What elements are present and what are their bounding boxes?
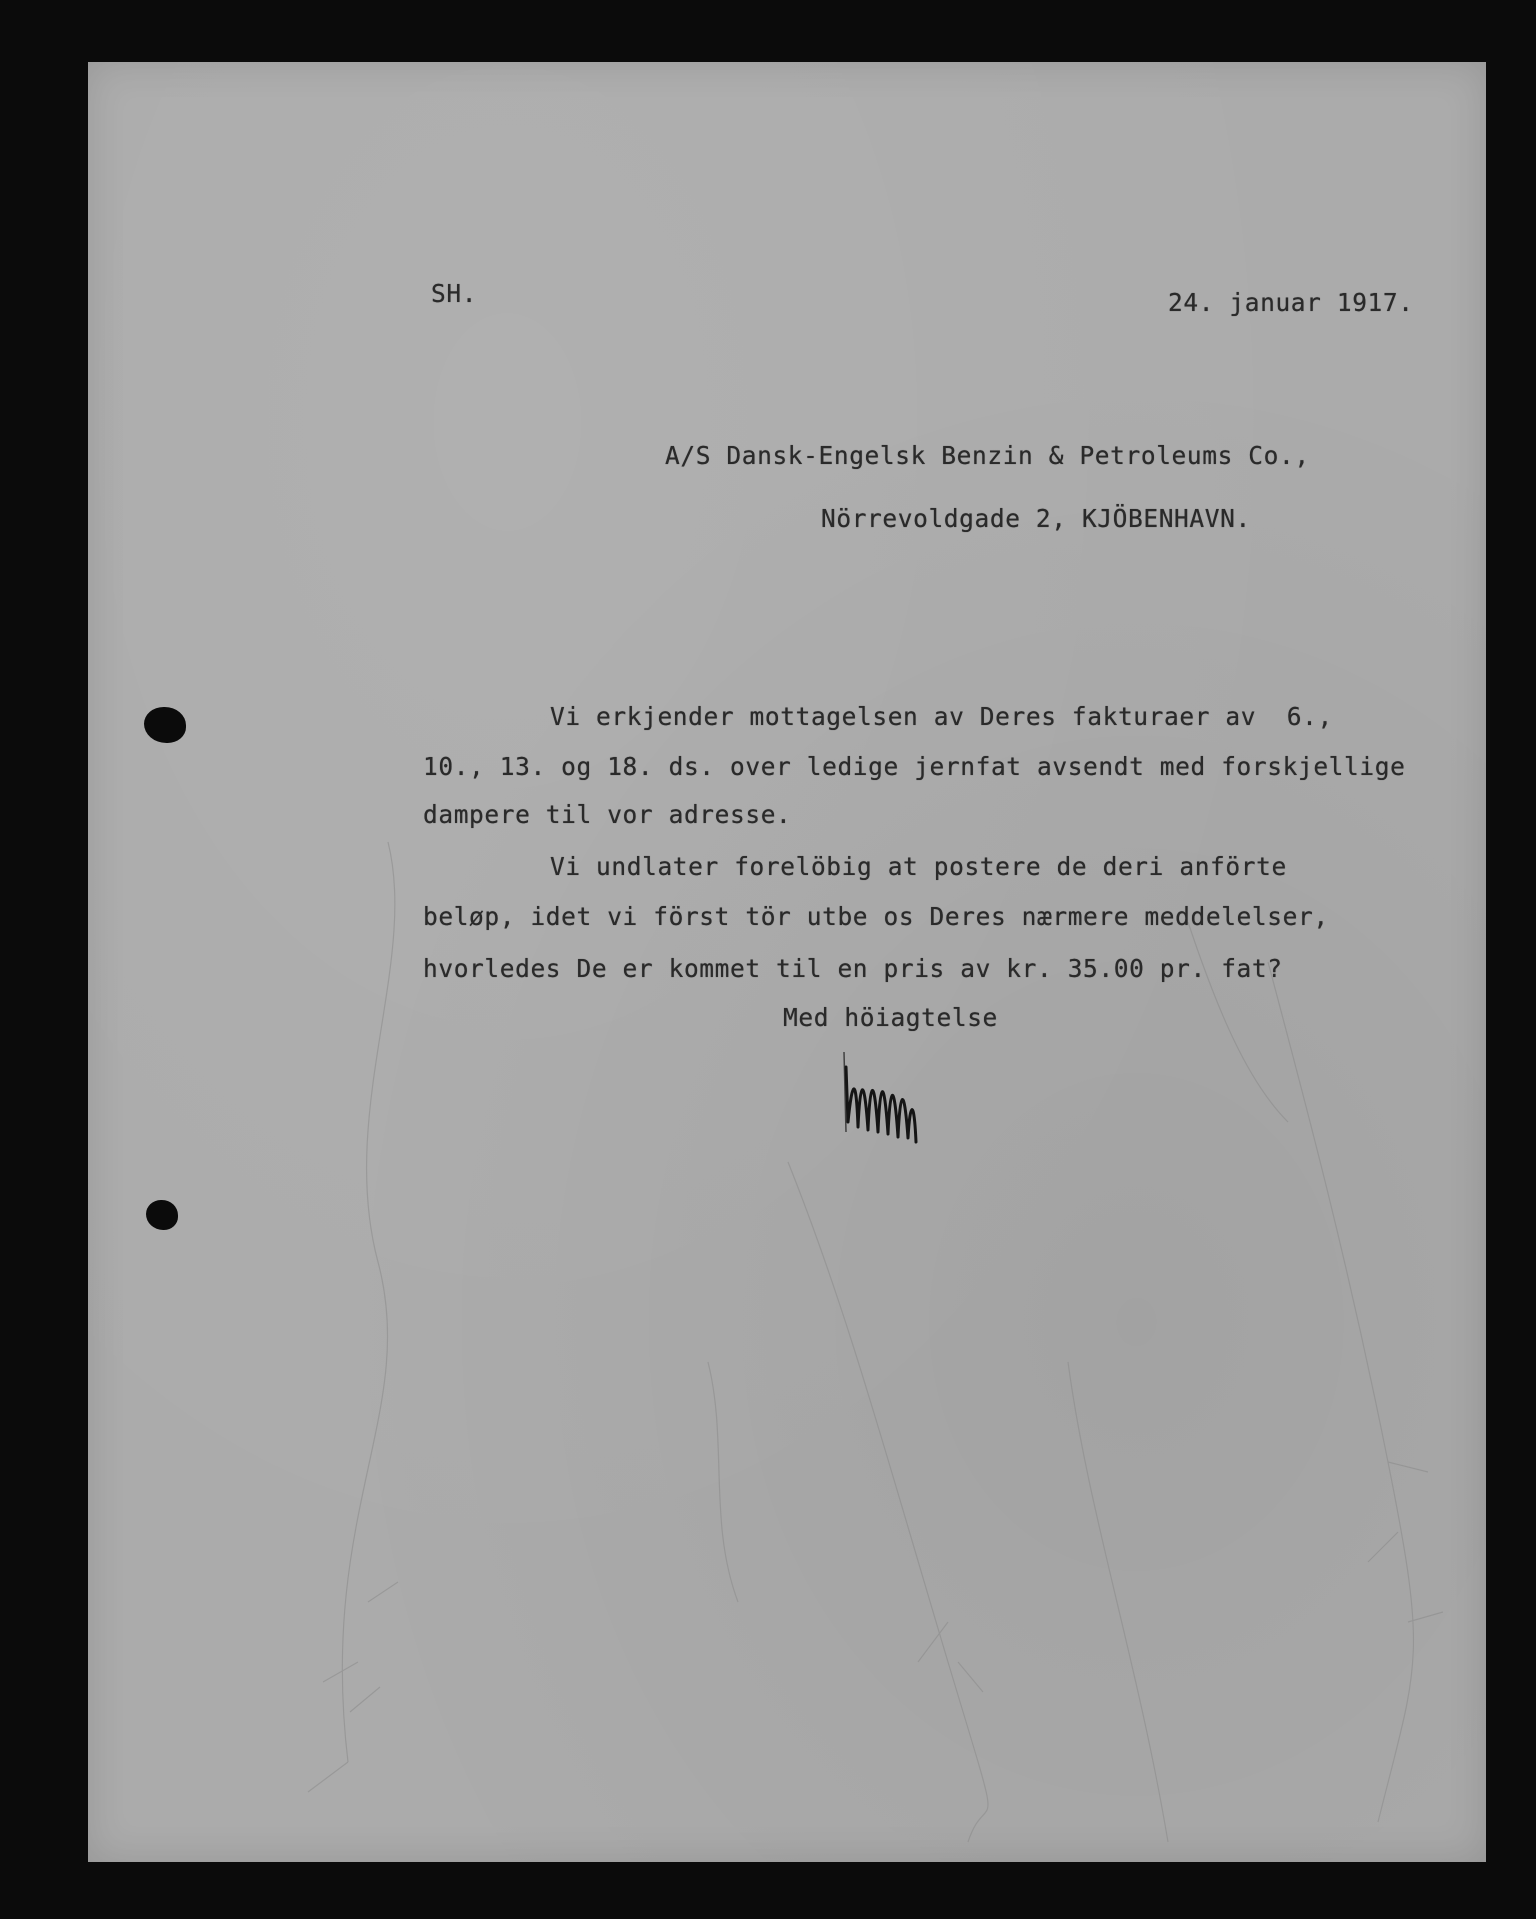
- recipient-address: Nörrevoldgade 2, KJÖBENHAVN.: [821, 504, 1251, 533]
- closing-salutation: Med höiagtelse: [783, 1003, 998, 1032]
- body-paragraph-1-line-1: Vi erkjender mottagelsen av Deres fakturaer av 6.,: [550, 702, 1333, 731]
- recipient-name: A/S Dansk-Engelsk Benzin & Petroleums Co.,: [665, 441, 1310, 470]
- letter-sheet: [88, 62, 1486, 1862]
- letter-date: 24. januar 1917.: [1168, 288, 1414, 317]
- handwritten-signature: [840, 1042, 940, 1152]
- body-paragraph-1-line-3: dampere til vor adresse.: [423, 800, 792, 829]
- letter-reference: SH.: [431, 279, 478, 308]
- body-paragraph-1-line-2: 10., 13. og 18. ds. over ledige jernfat avsendt med forskjellige: [423, 752, 1406, 781]
- punch-hole-top: [144, 707, 186, 743]
- body-paragraph-2-line-3: hvorledes De er kommet til en pris av kr. 35.00 pr. fat?: [423, 954, 1283, 983]
- punch-hole-bottom: [146, 1200, 178, 1230]
- body-paragraph-2-line-1: Vi undlater forelöbig at postere de deri anförte: [550, 852, 1287, 881]
- body-paragraph-2-line-2: beløp, idet vi först tör utbe os Deres nærmere meddelelser,: [423, 902, 1329, 931]
